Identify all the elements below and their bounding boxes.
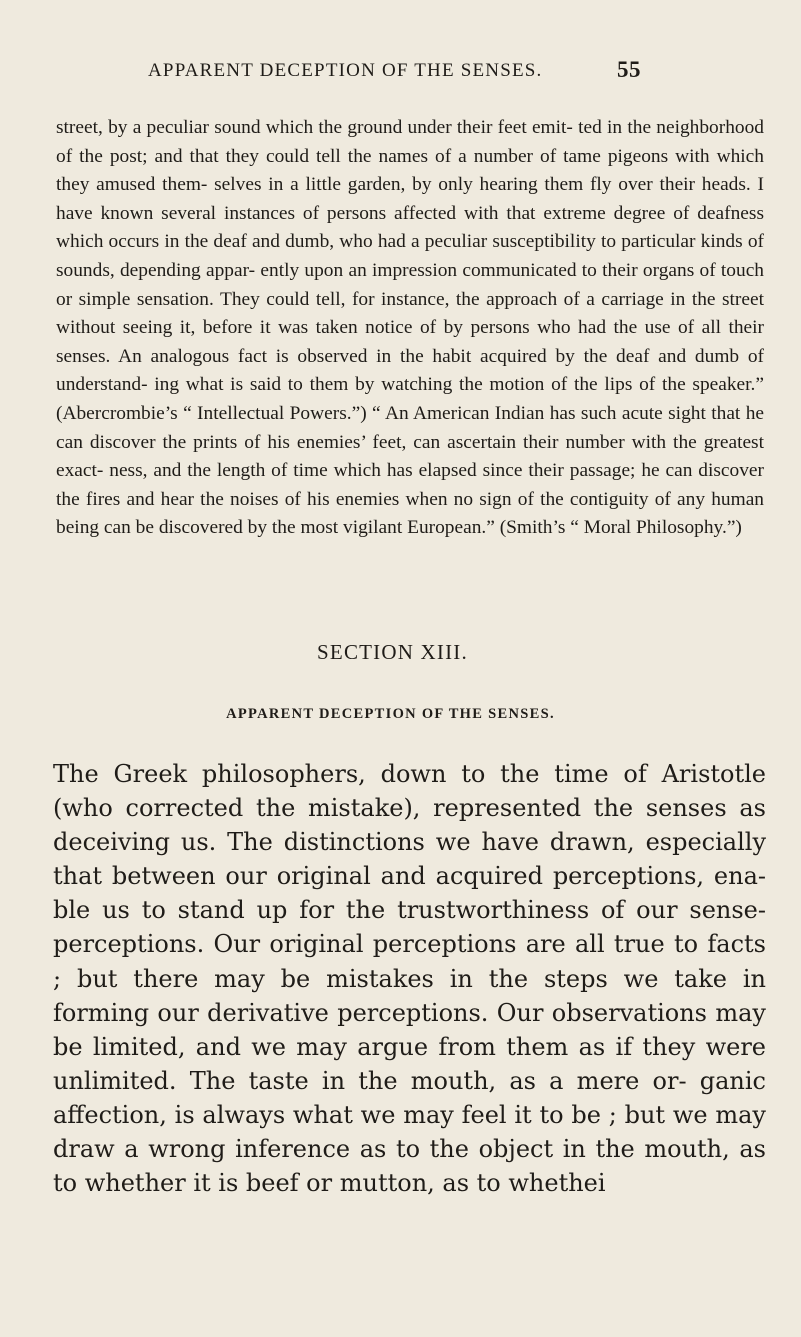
body-paragraph: street, by a peculiar sound which the ground under their feet emit- ted in the neighborhood of the post; and that they could tell the names of a number of tame pigeons with which they amused them- selves in a little garden, by only hearing them fly over their heads. I have known several instances of persons affected with that extreme degree of deafness which occurs in the deaf and dumb, who had a peculiar susceptibility to particular kinds of sounds, depending appar- ently upon an impression communicated to their organs of touch or simple sensation. They could tell, for instance, the approach of a carriage in the street without seeing it, before it was taken notice of by persons who had the use of all their senses. An analogous fact is observed in the habit acquired by the deaf and dumb of understand- ing what is said to them by watching the motion of the lips of the speaker.” (Abercrombie’s “ Intellectual Powers.”) “ An American Indian has such acute sight that he can discover the prints of his enemies’ feet, can ascertain their number with the greatest exact- ness, and the length of time which has elapsed since their passage; he can discover the fires and hear the noises of his enemies when no sign of the contiguity of any human being can be discovered by the most vigilant European.” (Smith’s “ Moral Philosophy.”): [56, 117, 764, 539]
section-paragraph: The Greek philosophers, down to the time of Aristotle (who corrected the mistake), represented the senses as deceiving us. The distinctions we have drawn, especially that between our original and acquired perceptions, ena- ble us to stand up for the trustworthiness of our sense- perceptions. Our original perceptions are all true to facts ; but there may be mistakes in the steps we take in forming our derivative perceptions. Our observations may be limited, and we may argue from them as if they were unlimited. The taste in the mouth, as a mere or- ganic affection, is always what we may feel it to be ; but we may draw a wrong inference as to the object in the mouth, as to whether it is beef or mutton, as to whethei: [53, 760, 766, 1198]
running-head-title: APPARENT DECEPTION OF THE SENSES.: [148, 60, 543, 81]
section-subtitle: APPARENT DECEPTION OF THE SENSES.: [226, 706, 555, 722]
section-heading: SECTION XIII.: [317, 640, 468, 664]
page-number: 55: [617, 57, 641, 82]
